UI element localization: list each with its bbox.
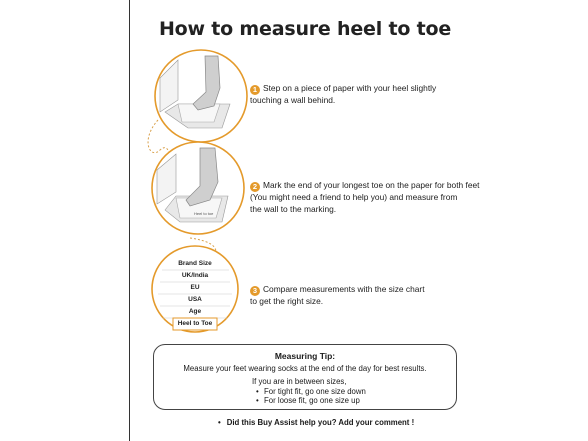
step-2-line-3: the wall to the marking. — [250, 203, 337, 214]
tip-bullet: • For loose fit, go one size up — [252, 396, 366, 406]
tip-intro: If you are in between sizes, — [252, 377, 347, 386]
step-2-line-1: Mark the end of your longest toe on the paper for both feet — [263, 180, 480, 190]
step-1-line-1: Step on a piece of paper with your heel slightly — [263, 83, 437, 93]
tip-main-text: Measure your feet wearing socks at the end of the day for best results. — [183, 364, 427, 373]
tip-title: Measuring Tip: — [274, 351, 336, 361]
feedback-text: Did this Buy Assist help you? Add your comment ! — [226, 418, 415, 427]
size-card-row: Age — [188, 308, 202, 315]
step2-illustration — [152, 142, 244, 234]
paper-label: Heel to toe — [194, 211, 214, 216]
step-2-line-2: (You might need a friend to help you) and measure from — [250, 192, 458, 202]
feedback-prompt[interactable] — [218, 418, 414, 427]
size-card-row: Brand Size — [178, 260, 212, 267]
size-card-row: UK/India — [181, 272, 209, 279]
size-card-row: USA — [188, 296, 202, 303]
step-1-line-2: touching a wall behind. — [250, 95, 336, 105]
step-number-badge: 3 — [250, 286, 260, 296]
step-number-badge: 2 — [250, 182, 260, 192]
bullet-icon: • — [218, 418, 221, 427]
page-title: How to measure heel to toe — [158, 18, 452, 40]
tip-bullet: • For tight fit, go one size down — [252, 387, 366, 397]
step-3-line-1: Compare measurements with the size chart — [263, 284, 425, 294]
step-2 — [250, 180, 480, 215]
tip-sizes — [252, 377, 366, 406]
step-number-badge: 1 — [250, 85, 260, 95]
step1-illustration — [155, 50, 247, 142]
size-card-row: EU — [190, 284, 200, 291]
step-1 — [250, 83, 436, 107]
step-3-line-2: to get the right size. — [250, 296, 324, 306]
size-card-row-highlighted: Heel to Toe — [177, 320, 213, 327]
measuring-tip-box — [153, 344, 457, 410]
step-3 — [250, 284, 425, 308]
